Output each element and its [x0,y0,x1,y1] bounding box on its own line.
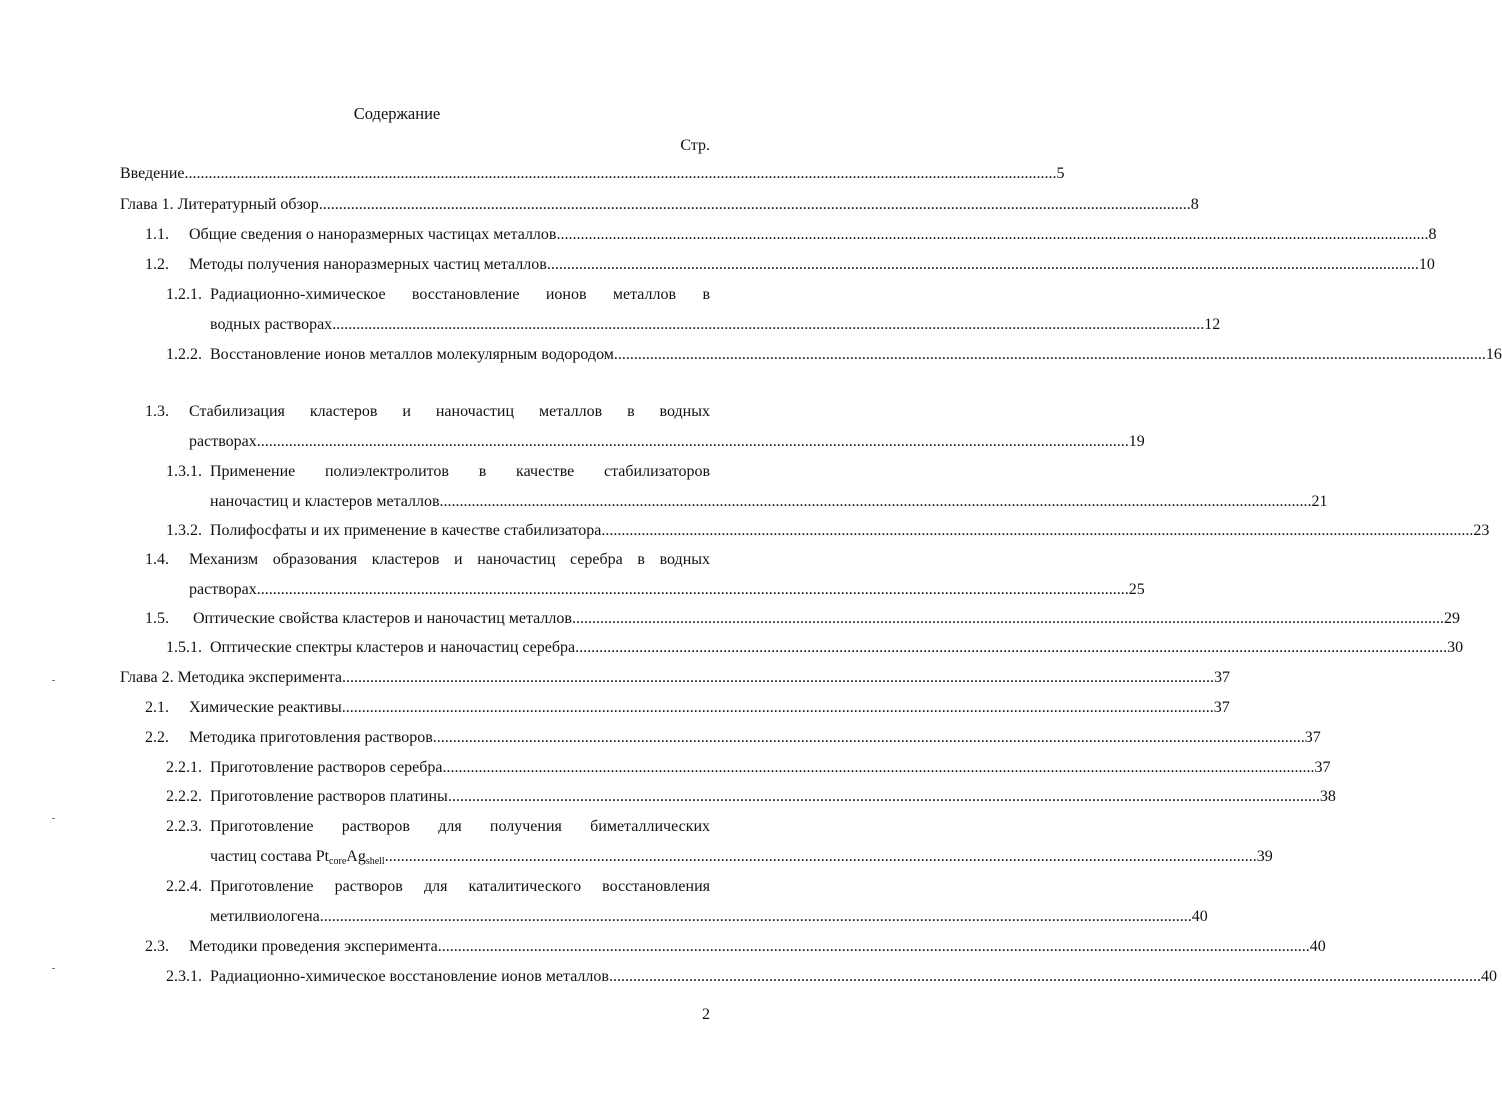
scan-mark [52,818,55,819]
toc-entry-1-5-1[interactable]: 1.5.1. Оптические спектры кластеров и наночастиц серебра ..... 30 [166,637,710,659]
toc-entry-1-3-2[interactable]: 1.3.2. Полифосфаты и их применение в качестве стабилизатора ..... 23 [166,520,710,542]
toc-entry-intro[interactable]: Введение ..... 5 [120,163,710,185]
page-number: 2 [702,1006,710,1023]
page-column-label: Стр. [680,137,710,154]
toc-entry-2-2-2[interactable]: 2.2.2. Приготовление растворов платины ..... 38 [166,786,710,808]
toc-entry-2-2-3-line2[interactable]: частиц состава $Pt_{core}Ag_{shell}$ ..... 39 [210,846,710,868]
toc-entry-2-2-4-line2[interactable]: метилвиологена ..... 40 [210,906,710,928]
toc-entry-1-3-line1[interactable]: 1.3. Стабилизация кластеров и наночастиц металлов в водных [145,403,710,420]
toc-entry-2-2-4-line1[interactable]: 2.2.4. Приготовление растворов для каталитического восстановления [166,878,710,895]
toc-entry-2-2-1[interactable]: 2.2.1. Приготовление растворов серебра ..... 37 [166,757,710,779]
toc-entry-1-4-line1[interactable]: 1.4. Механизм образования кластеров и наночастиц серебра в водных [145,551,710,568]
toc-entry-1-2[interactable]: 1.2. Методы получения наноразмерных частиц металлов ..... 10 [145,254,710,276]
scan-mark [52,968,55,969]
toc-entry-chapter-2[interactable]: Глава 2. Методика эксперимента ..... 37 [120,667,710,689]
scan-mark [52,680,55,681]
toc-entry-1-2-1-line1[interactable]: 1.2.1. Радиационно-химическое восстановление ионов металлов в [166,286,710,303]
toc-entry-1-3-1-line1[interactable]: 1.3.1. Применение полиэлектролитов в качестве стабилизаторов [166,463,710,480]
toc-entry-2-3[interactable]: 2.3. Методики проведения эксперимента ..... 40 [145,936,710,958]
toc-entry-1-1[interactable]: 1.1. Общие сведения о наноразмерных частицах металлов ..... 8 [145,224,710,246]
toc-entry-1-4-line2[interactable]: растворах ..... 25 [189,579,710,601]
toc-entry-1-2-1-line2[interactable]: водных растворах ..... 12 [210,314,710,336]
page-title: Содержание [353,104,441,123]
toc-entry-chapter-1[interactable]: Глава 1. Литературный обзор ..... 8 [120,194,710,216]
toc-entry-1-3-1-line2[interactable]: наночастиц и кластеров металлов ..... 21 [210,491,710,513]
toc-entry-2-3-1[interactable]: 2.3.1. Радиационно-химическое восстановление ионов металлов ..... 40 [166,966,710,988]
toc-entry-1-3-line2[interactable]: растворах ..... 19 [189,431,710,453]
toc-entry-2-2-3-line1[interactable]: 2.2.3. Приготовление растворов для получения биметаллических [166,818,710,835]
toc-entry-2-1[interactable]: 2.1. Химические реактивы ..... 37 [145,697,710,719]
toc-entry-2-2[interactable]: 2.2. Методика приготовления растворов ..... 37 [145,727,710,749]
toc-entry-1-2-2[interactable]: 1.2.2. Восстановление ионов металлов молекулярным водородом ..... 16 [166,344,710,366]
toc-entry-1-5[interactable]: 1.5. Оптические свойства кластеров и наночастиц металлов ..... 29 [145,608,710,630]
